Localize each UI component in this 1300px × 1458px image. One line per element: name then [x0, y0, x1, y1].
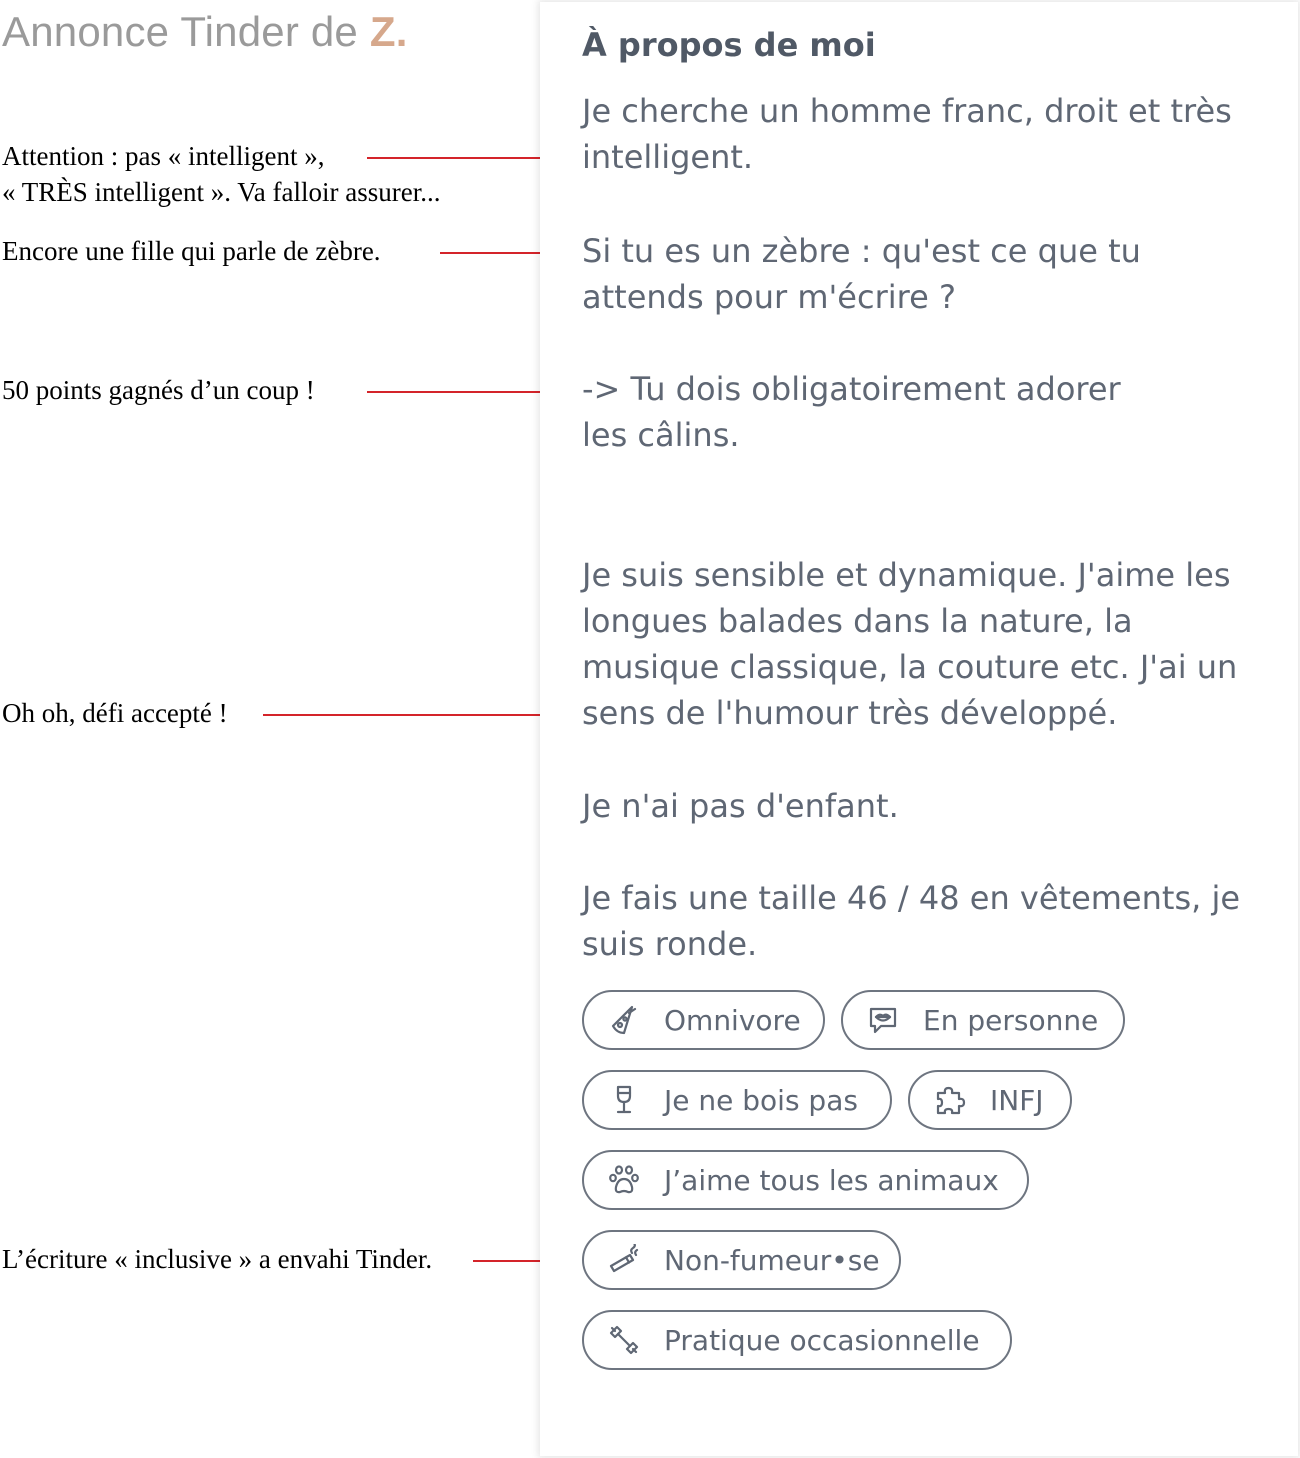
about-paragraph-seeking: [582, 88, 1282, 180]
about-section-title: À propos de moi: [582, 26, 876, 64]
dumbbell-icon: [608, 1324, 640, 1356]
tag-label: Non-fumeur•se: [664, 1243, 880, 1277]
title-initial: Z.: [369, 8, 408, 55]
tag-infj[interactable]: [908, 1070, 1072, 1130]
tag-label: J’aime tous les animaux: [664, 1163, 999, 1197]
tag-label: INFJ: [990, 1083, 1044, 1117]
profile-about-panel: [540, 2, 1298, 1456]
about-paragraph-zebre: [582, 228, 1282, 320]
wine-glass-icon: [608, 1084, 640, 1116]
page-title: [2, 8, 408, 56]
text-line: Je cherche un homme franc, droit et très: [582, 92, 1232, 130]
title-prefix: Annonce Tinder de: [2, 8, 370, 55]
annotation-intelligent-line-2: « TRÈS intelligent ». Va falloir assurer...: [2, 177, 441, 207]
puzzle-piece-icon: [934, 1084, 966, 1116]
annotation-connector: [367, 391, 565, 393]
text-line: sens de l'humour très développé.: [582, 694, 1118, 732]
text-line: intelligent.: [582, 138, 754, 176]
tag-je-ne-bois-pas[interactable]: [582, 1070, 892, 1130]
text-line: Je fais une taille 46 / 48 en vêtements, je: [582, 879, 1241, 917]
tag-non-fumeur[interactable]: [582, 1230, 901, 1290]
text-line: musique classique, la couture etc. J'ai un: [582, 648, 1238, 686]
annotation-intelligent: [2, 138, 440, 210]
tag-label: Je ne bois pas: [664, 1083, 858, 1117]
tag-en-personne[interactable]: [841, 990, 1125, 1050]
annotation-connector: [263, 714, 565, 716]
tag-sport[interactable]: [582, 1310, 1012, 1370]
annotation-intelligent-line-1: Attention : pas « intelligent »,: [2, 141, 325, 171]
annotation-calins: 50 points gagnés d’un coup !: [2, 375, 315, 405]
about-paragraph-size: [582, 875, 1282, 967]
text-line: Je n'ai pas d'enfant.: [582, 787, 899, 825]
about-paragraph-children: [582, 783, 1282, 829]
text-line: Si tu es un zèbre : qu'est ce que tu: [582, 232, 1141, 270]
annotation-connector: [367, 157, 565, 159]
text-line: longues balades dans la nature, la: [582, 602, 1133, 640]
text-line: attends pour m'écrire ?: [582, 278, 956, 316]
tag-omnivore[interactable]: [582, 990, 825, 1050]
text-line: les câlins.: [582, 416, 740, 454]
annotation-zebre: Encore une fille qui parle de zèbre.: [2, 236, 381, 266]
tag-label: Pratique occasionnelle: [664, 1323, 980, 1357]
tag-label: En personne: [923, 1003, 1099, 1037]
pizza-slice-icon: [608, 1004, 640, 1036]
annotation-inclusive: L’écriture « inclusive » a envahi Tinder.: [2, 1244, 433, 1274]
annotation-humour: Oh oh, défi accepté !: [2, 698, 228, 728]
tag-label: Omnivore: [664, 1003, 801, 1037]
about-paragraph-calins: [582, 366, 1282, 458]
about-paragraph-personality: [582, 552, 1282, 736]
text-line: Je suis sensible et dynamique. J'aime les: [582, 556, 1231, 594]
cigarette-icon: [608, 1244, 640, 1276]
paw-icon: [608, 1164, 640, 1196]
text-line: suis ronde.: [582, 925, 758, 963]
tag-animaux[interactable]: [582, 1150, 1029, 1210]
chat-lips-icon: [867, 1004, 899, 1036]
text-line: -> Tu dois obligatoirement adorer: [582, 370, 1121, 408]
